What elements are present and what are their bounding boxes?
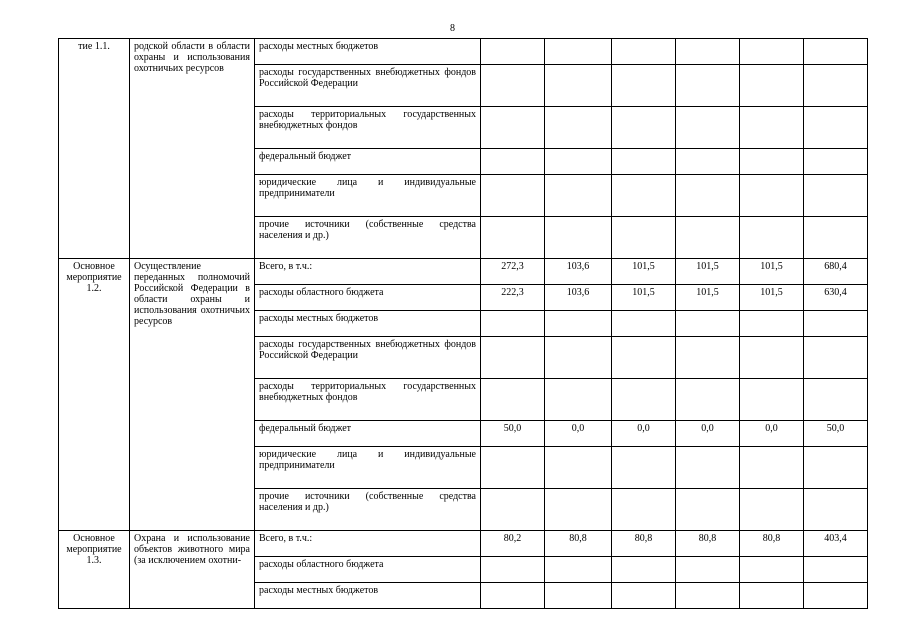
funding-value bbox=[481, 489, 545, 531]
funding-value bbox=[740, 379, 804, 421]
funding-value bbox=[676, 311, 740, 337]
funding-table bbox=[58, 38, 868, 609]
funding-value bbox=[545, 379, 612, 421]
funding-value bbox=[804, 217, 868, 259]
funding-value bbox=[481, 149, 545, 175]
funding-value: 0,0 bbox=[740, 421, 804, 447]
funding-value bbox=[545, 447, 612, 489]
funding-value bbox=[676, 379, 740, 421]
funding-value bbox=[804, 557, 868, 583]
funding-value bbox=[740, 311, 804, 337]
funding-value bbox=[676, 489, 740, 531]
funding-source: Всего, в т.ч.: bbox=[255, 531, 481, 557]
funding-source: федеральный бюджет bbox=[255, 421, 481, 447]
funding-value bbox=[612, 337, 676, 379]
funding-value bbox=[481, 557, 545, 583]
funding-source: расходы областного бюджета bbox=[255, 285, 481, 311]
funding-value bbox=[676, 217, 740, 259]
funding-value bbox=[676, 175, 740, 217]
funding-value: 0,0 bbox=[612, 421, 676, 447]
funding-source: Всего, в т.ч.: bbox=[255, 259, 481, 285]
funding-value: 80,8 bbox=[740, 531, 804, 557]
funding-value bbox=[481, 337, 545, 379]
measure-title: родской области в области охраны и использования охотничьих ресурсов bbox=[130, 39, 255, 259]
funding-value: 272,3 bbox=[481, 259, 545, 285]
funding-value bbox=[612, 379, 676, 421]
funding-value: 630,4 bbox=[804, 285, 868, 311]
funding-value bbox=[545, 489, 612, 531]
funding-value bbox=[481, 447, 545, 489]
funding-value bbox=[612, 65, 676, 107]
page-number: 8 bbox=[450, 23, 455, 34]
measure-code: Основное мероприятие 1.2. bbox=[59, 259, 130, 531]
funding-value bbox=[740, 149, 804, 175]
funding-value: 0,0 bbox=[676, 421, 740, 447]
funding-value bbox=[804, 447, 868, 489]
funding-value: 50,0 bbox=[481, 421, 545, 447]
funding-value: 101,5 bbox=[612, 285, 676, 311]
funding-value bbox=[676, 447, 740, 489]
funding-source: расходы местных бюджетов bbox=[255, 39, 481, 65]
funding-value bbox=[612, 149, 676, 175]
funding-value bbox=[612, 583, 676, 609]
funding-value bbox=[804, 175, 868, 217]
funding-value bbox=[804, 489, 868, 531]
funding-value: 103,6 bbox=[545, 259, 612, 285]
funding-value bbox=[676, 337, 740, 379]
funding-value bbox=[545, 39, 612, 65]
funding-value bbox=[676, 107, 740, 149]
funding-value bbox=[612, 217, 676, 259]
funding-value bbox=[740, 557, 804, 583]
funding-value bbox=[545, 583, 612, 609]
funding-value bbox=[612, 311, 676, 337]
funding-value bbox=[804, 107, 868, 149]
funding-value bbox=[740, 65, 804, 107]
funding-value bbox=[676, 557, 740, 583]
funding-value bbox=[612, 489, 676, 531]
funding-source: расходы местных бюджетов bbox=[255, 583, 481, 609]
funding-value: 101,5 bbox=[740, 259, 804, 285]
table-row bbox=[59, 259, 868, 285]
funding-source: федеральный бюджет bbox=[255, 149, 481, 175]
funding-value: 80,8 bbox=[676, 531, 740, 557]
funding-value bbox=[676, 149, 740, 175]
funding-value bbox=[481, 175, 545, 217]
funding-source: расходы областного бюджета bbox=[255, 557, 481, 583]
funding-value: 101,5 bbox=[676, 285, 740, 311]
funding-value bbox=[612, 557, 676, 583]
funding-value bbox=[481, 65, 545, 107]
funding-source: расходы территориальных государственных внебюджетных фондов bbox=[255, 379, 481, 421]
table-row bbox=[59, 531, 868, 557]
funding-value bbox=[481, 217, 545, 259]
funding-value bbox=[740, 39, 804, 65]
funding-value: 680,4 bbox=[804, 259, 868, 285]
funding-value bbox=[804, 39, 868, 65]
funding-value: 103,6 bbox=[545, 285, 612, 311]
funding-value bbox=[481, 379, 545, 421]
funding-value bbox=[740, 337, 804, 379]
funding-value bbox=[740, 107, 804, 149]
funding-value bbox=[612, 175, 676, 217]
funding-source: расходы государственных внебюджетных фондов Российской Федерации bbox=[255, 337, 481, 379]
funding-value bbox=[481, 583, 545, 609]
funding-value bbox=[740, 217, 804, 259]
funding-value bbox=[740, 489, 804, 531]
funding-value bbox=[481, 107, 545, 149]
funding-value: 80,2 bbox=[481, 531, 545, 557]
funding-value bbox=[545, 557, 612, 583]
funding-value bbox=[481, 311, 545, 337]
funding-value: 80,8 bbox=[545, 531, 612, 557]
funding-value bbox=[676, 583, 740, 609]
funding-source: расходы местных бюджетов bbox=[255, 311, 481, 337]
funding-value: 80,8 bbox=[612, 531, 676, 557]
funding-value bbox=[545, 311, 612, 337]
funding-value bbox=[740, 583, 804, 609]
funding-value bbox=[804, 379, 868, 421]
funding-value bbox=[612, 447, 676, 489]
funding-value: 101,5 bbox=[612, 259, 676, 285]
funding-value bbox=[676, 39, 740, 65]
funding-source: юридические лица и индивидуальные предприниматели bbox=[255, 447, 481, 489]
funding-value bbox=[545, 175, 612, 217]
funding-source: прочие источники (собственные средства населения и др.) bbox=[255, 217, 481, 259]
funding-value bbox=[481, 39, 545, 65]
funding-value bbox=[545, 65, 612, 107]
funding-value: 222,3 bbox=[481, 285, 545, 311]
funding-value: 403,4 bbox=[804, 531, 868, 557]
funding-value bbox=[740, 447, 804, 489]
funding-value: 50,0 bbox=[804, 421, 868, 447]
measure-code: Основное мероприятие 1.3. bbox=[59, 531, 130, 609]
funding-value bbox=[804, 149, 868, 175]
funding-value bbox=[740, 175, 804, 217]
funding-source: расходы территориальных государственных внебюджетных фондов bbox=[255, 107, 481, 149]
funding-value bbox=[804, 311, 868, 337]
funding-value bbox=[612, 107, 676, 149]
funding-value: 101,5 bbox=[740, 285, 804, 311]
funding-value bbox=[545, 149, 612, 175]
funding-value bbox=[804, 583, 868, 609]
funding-value bbox=[545, 107, 612, 149]
funding-source: юридические лица и индивидуальные предприниматели bbox=[255, 175, 481, 217]
funding-value bbox=[545, 337, 612, 379]
funding-value bbox=[804, 65, 868, 107]
funding-value: 101,5 bbox=[676, 259, 740, 285]
measure-code: тие 1.1. bbox=[59, 39, 130, 259]
measure-title: Осуществление переданных полномочий Российской Федерации в области охраны и использования охотничьих ресурсов bbox=[130, 259, 255, 531]
funding-value bbox=[804, 337, 868, 379]
funding-source: расходы государственных внебюджетных фондов Российской Федерации bbox=[255, 65, 481, 107]
funding-source: прочие источники (собственные средства населения и др.) bbox=[255, 489, 481, 531]
funding-value bbox=[545, 217, 612, 259]
measure-title: Охрана и использование объектов животного мира (за исключением охотни- bbox=[130, 531, 255, 609]
table-row bbox=[59, 39, 868, 65]
funding-value bbox=[612, 39, 676, 65]
funding-value: 0,0 bbox=[545, 421, 612, 447]
funding-value bbox=[676, 65, 740, 107]
